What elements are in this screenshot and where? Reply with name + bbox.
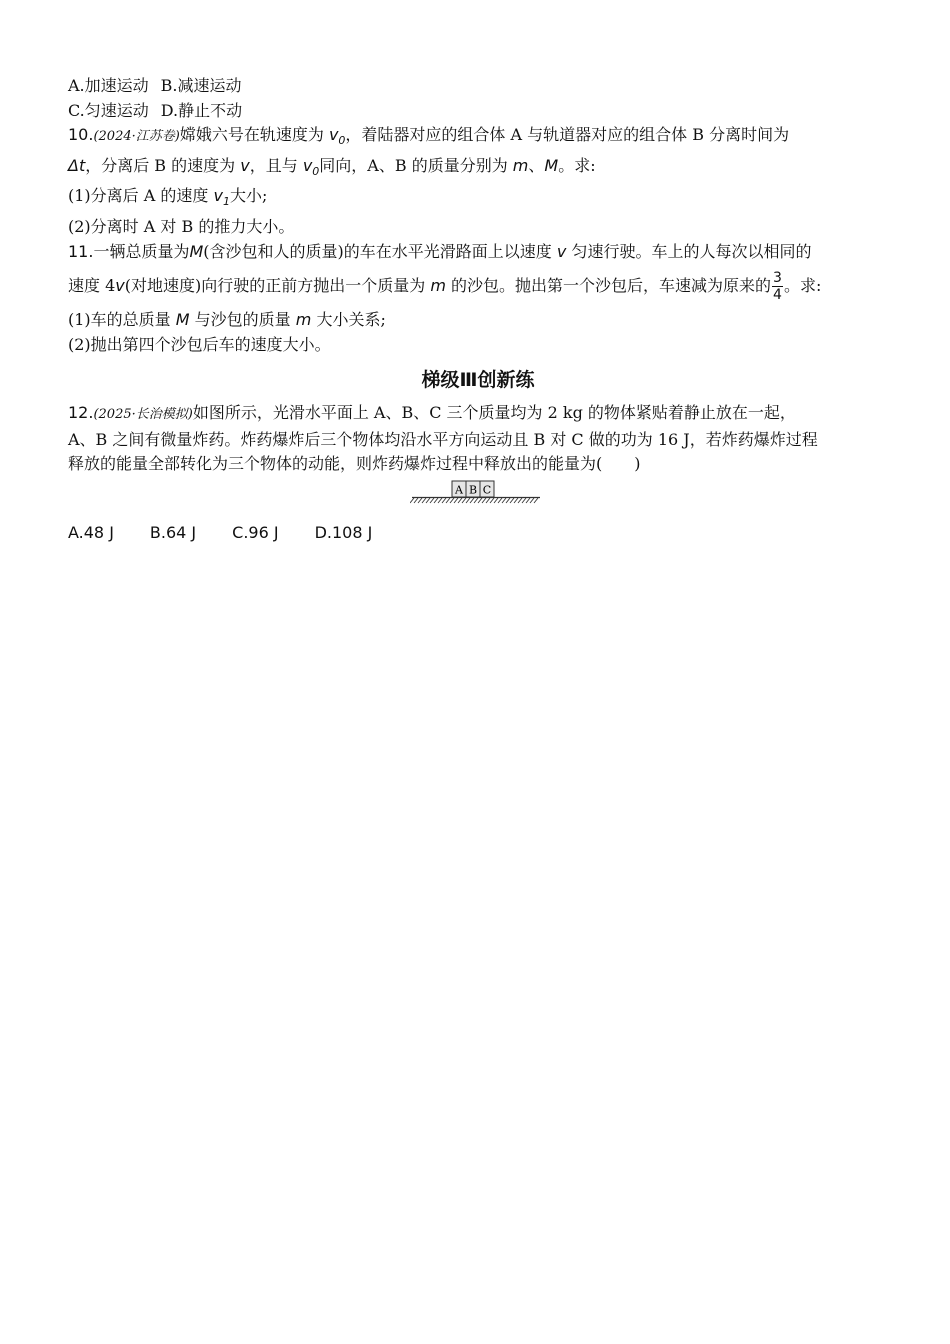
q10-text: 。求:	[558, 155, 596, 175]
q12-option-c[interactable]: C.96 J	[232, 522, 279, 542]
q10-line-1	[68, 123, 888, 154]
q11-part-2: (2)抛出第四个沙包后车的速度大小。	[68, 334, 331, 354]
q10-var-v1: $v_1$	[213, 186, 230, 209]
q9-options-row-2	[68, 99, 888, 124]
q11-text: 一辆总质量为	[93, 241, 190, 261]
q10-var-v0: $v_0$	[328, 125, 346, 148]
q12-source: (2025·长治模拟)	[93, 407, 193, 423]
block-a-label: A	[455, 483, 463, 497]
q11-part1-text: 与沙包的质量	[194, 310, 291, 330]
q11-part1-text: 大小关系;	[316, 310, 386, 330]
q11-number: 11.	[68, 241, 94, 261]
q10-text: ，着陆器对应的组合体 A 与轨道器对应的组合体 B 分离时间为	[345, 125, 790, 144]
section-title: 梯级Ⅲ创新练	[421, 369, 535, 392]
q11-text: 速度 4	[68, 276, 116, 296]
q11-var-M: M	[189, 241, 204, 261]
q11-var-v-2: v	[115, 276, 125, 296]
q11-text: (含沙包和人的质量)的车在水平光滑路面上以速度	[203, 241, 552, 261]
q10-text: ，且与	[249, 155, 298, 175]
q12-line-2: A、B 之间有微量炸药。炸药爆炸后三个物体均沿水平方向运动且 B 对 C 做的功为 16 J，若炸药爆炸过程	[68, 429, 818, 449]
q10-part-2: (2)分离时 A 对 B 的推力大小。	[68, 217, 295, 237]
q11-text: 匀速行驶。车上的人每次以相同的	[571, 241, 812, 261]
q11-text: 的沙包。抛出第一个沙包后，车速减为原来的	[451, 276, 772, 296]
q10-var-m: m	[512, 155, 529, 175]
q12-option-d[interactable]: D.108 J	[314, 522, 373, 542]
q9-options-row-1	[68, 74, 888, 99]
q10-var-v: v	[240, 155, 250, 175]
block-c	[480, 481, 494, 497]
q10-part1-text: (1)分离后 A 的速度	[68, 186, 209, 206]
q11-var-v: v	[556, 241, 567, 261]
q10-var-M: M	[544, 155, 559, 175]
ground-hatching	[410, 498, 538, 503]
q11-var-m-2: m	[295, 310, 312, 330]
q12-options	[68, 523, 888, 542]
q10-part-1	[68, 184, 888, 215]
q11-part1-text: (1)车的总质量	[68, 310, 171, 330]
q9-option-d[interactable]: D.静止不动	[160, 100, 243, 120]
q11-text: (对地速度)向行驶的正前方抛出一个质量为	[124, 276, 426, 296]
page-content	[68, 74, 888, 542]
blocks-on-surface-diagram	[410, 479, 542, 505]
q11-line-2	[68, 264, 888, 308]
block-c-label: C	[482, 483, 492, 497]
q12-line-3: 释放的能量全部转化为三个物体的动能，则炸药爆炸过程中释放出的能量为( )	[68, 454, 641, 474]
q10-var-dt: Δt	[68, 155, 86, 175]
q10-number: 10.	[68, 125, 94, 144]
q10-text: 嫦娥六号在轨速度为	[179, 125, 324, 144]
q12-line-1	[68, 401, 888, 428]
q12-text: 如图所示，光滑水平面上 A、B、C 三个质量均为 2 kg 的物体紧贴着静止放在一起，	[192, 403, 796, 423]
q10-text: 同向，A、B 的质量分别为	[319, 155, 508, 175]
q10-line-2	[68, 154, 888, 185]
q11-fraction: $\frac{3}{4}$	[773, 270, 782, 304]
q11-var-m: m	[430, 276, 446, 296]
q10-var-v0-2: $v_0$	[302, 155, 320, 178]
q11-line-1	[68, 240, 888, 265]
q11-part-1	[68, 308, 888, 333]
q12-number: 12.	[68, 403, 94, 423]
block-a	[452, 481, 466, 497]
q12-option-b[interactable]: B.64 J	[149, 522, 197, 542]
q10-sep: 、	[528, 155, 545, 175]
q11-text: 。求:	[783, 276, 822, 296]
q9-option-a[interactable]: A.加速运动	[68, 76, 149, 95]
block-b-label: B	[468, 483, 478, 497]
block-b	[466, 481, 480, 497]
q10-source: (2024·江苏卷)	[93, 129, 180, 144]
q10-part1-text: 大小;	[229, 186, 268, 206]
q9-option-c[interactable]: C.匀速运动	[68, 100, 149, 120]
q11-var-M-2: M	[175, 310, 190, 330]
q10-text: ，分离后 B 的速度为	[85, 155, 236, 175]
q9-option-b[interactable]: B.减速运动	[160, 76, 242, 95]
q12-figure	[68, 477, 888, 517]
q12-option-a[interactable]: A.48 J	[68, 522, 114, 542]
